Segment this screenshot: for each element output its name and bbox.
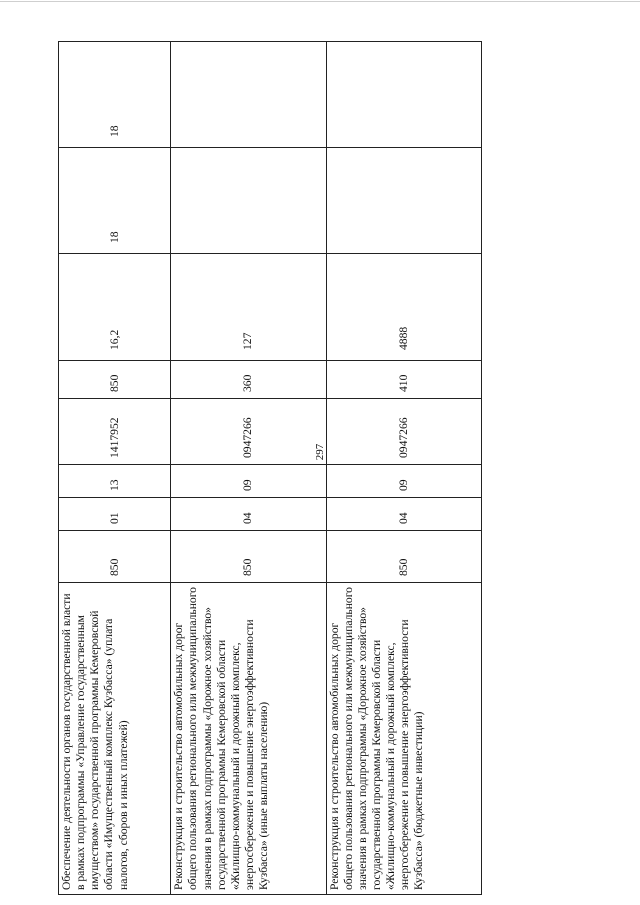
row-subsection: 09 [171,465,326,498]
row-section: 01 [59,498,171,531]
row-expense-type: 850 [59,361,171,399]
row-code: 850 [171,531,326,583]
page-number: 297 [314,443,326,461]
row-section: 04 [171,498,326,531]
budget-table [58,41,482,895]
row-code: 850 [59,531,171,583]
row-target-article: 1417952 [59,399,171,465]
row-expense-type: 360 [171,361,326,399]
row-description: Реконструкция и строительство автомобильных дорог общего пользования регионального или межмуниципального значения в рамках подпрограммы «Дорожное хозяйство» государственной программы Кемеровской области «Жилищно-коммунальный и дорожный комплекс, энергосбережение и повышение энергоэффективности Кузбасса» (бюджетные инвестиции) [326,583,481,895]
row-description: Обеспечение деятельности органов государственной власти в рамках подпрограммы «Управление государственным имуществом» государственной программы Кемеровской области «Имущественный комплекс Кузбасса» (уплата налогов, сборов и иных платежей) [59,583,171,895]
row-amount-3 [326,42,481,148]
row-target-article: 0947266 [326,399,481,465]
row-amount-2 [171,148,326,254]
row-subsection: 09 [326,465,481,498]
row-amount-2: 18 [59,148,171,254]
table-row [59,42,171,895]
row-amount-1: 127 [171,254,326,361]
row-amount-1: 4888 [326,254,481,361]
row-description: Реконструкция и строительство автомобильных дорог общего пользования регионального или межмуниципального значения в рамках подпрограммы «Дорожное хозяйство» государственной программы Кемеровской области «Жилищно-коммунальный и дорожный комплекс, энергосбережение и повышение энергоэффективности Кузбасса» (иные выплаты населению) [171,583,326,895]
row-section: 04 [326,498,481,531]
row-code: 850 [326,531,481,583]
row-subsection: 13 [59,465,171,498]
top-rule [0,1,640,2]
table-row [326,42,481,895]
row-amount-2 [326,148,481,254]
row-amount-3 [171,42,326,148]
row-amount-3: 18 [59,42,171,148]
table-row [171,42,326,895]
row-amount-1: 16,2 [59,254,171,361]
row-target-article: 0947266 [171,399,326,465]
budget-table-wrapper [58,42,482,895]
row-expense-type: 410 [326,361,481,399]
